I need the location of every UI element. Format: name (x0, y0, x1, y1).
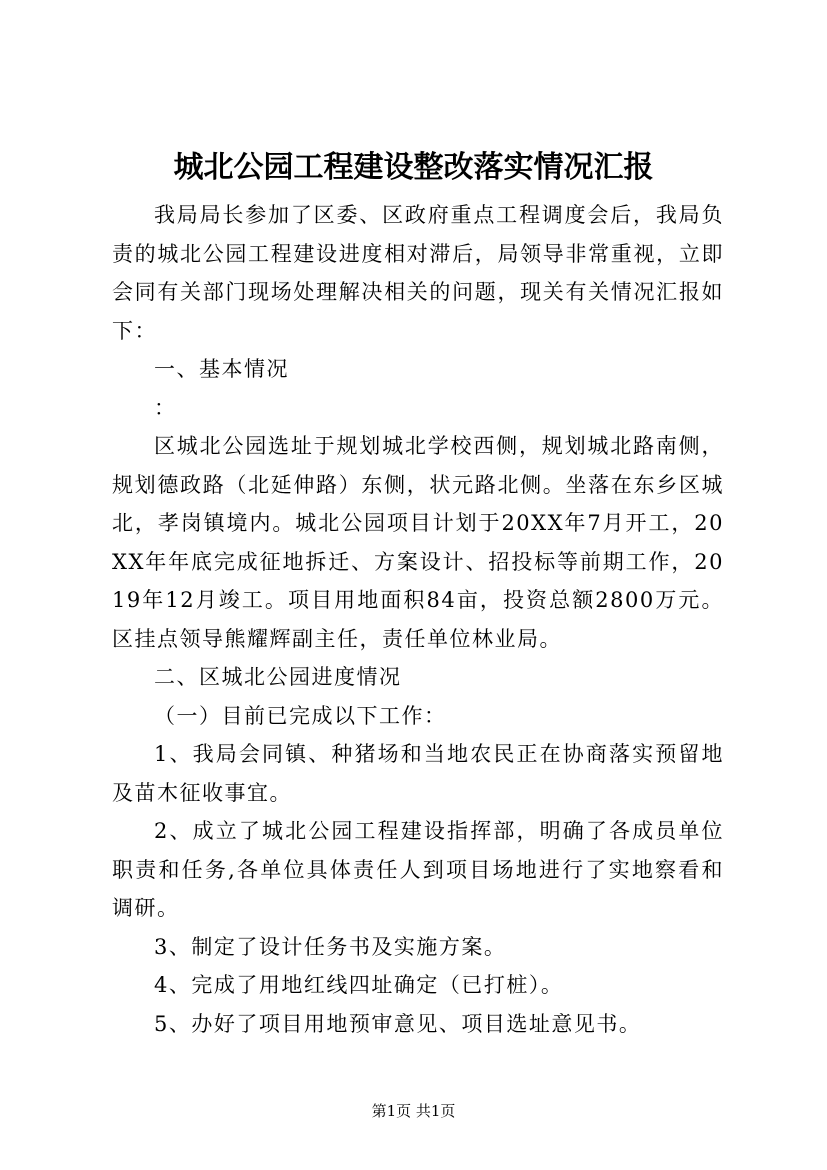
list-item: 4、完成了用地红线四址确定（已打桩）。 (154, 973, 564, 997)
document-body (112, 196, 724, 1043)
intro-paragraph: 我局局长参加了区委、区政府重点工程调度会后，我局负责的城北公园工程建设进度相对滞后，局领导非常重视，立即会同有关部门现场处理解决相关的问题，现关有关情况汇报如下： (112, 203, 724, 343)
list-item: 2、成立了城北公园工程建设指挥部，明确了各成员单位职责和任务,各单位具体责任人到项目场地进行了实地察看和调研。 (112, 819, 724, 920)
basic-info-paragraph: 区城北公园选址于规划城北学校西侧，规划城北路南侧，规划德政路（北延伸路）东侧，状元路北侧。坐落在东乡区城北，孝岗镇境内。城北公园项目计划于20XX年7月开工，20XX年年底完成征地拆迁、方案设计、招投标等前期工作，2019年12月竣工。项目用地面积84亩，投资总额2800万元。区挂点领导熊耀辉副主任，责任单位林业局。 (112, 434, 724, 651)
list-item: 1、我局会同镇、种猪场和当地农民正在协商落实预留地及苗木征收事宜。 (112, 742, 724, 805)
colon-line: ： (154, 395, 177, 420)
page-number-footer: 第1页 共1页 (371, 1102, 456, 1120)
section-heading-basic-info: 一、基本情况 (154, 357, 289, 381)
subsection-heading-completed: （一）目前已完成以下工作： (154, 703, 447, 728)
list-item: 3、制定了设计任务书及实施方案。 (154, 934, 507, 959)
document-title: 城北公园工程建设整改落实情况汇报 (173, 150, 654, 185)
section-heading-progress: 二、区城北公园进度情况 (154, 665, 402, 689)
list-item: 5、办好了项目用地预审意见、项目选址意见书。 (154, 1011, 642, 1036)
